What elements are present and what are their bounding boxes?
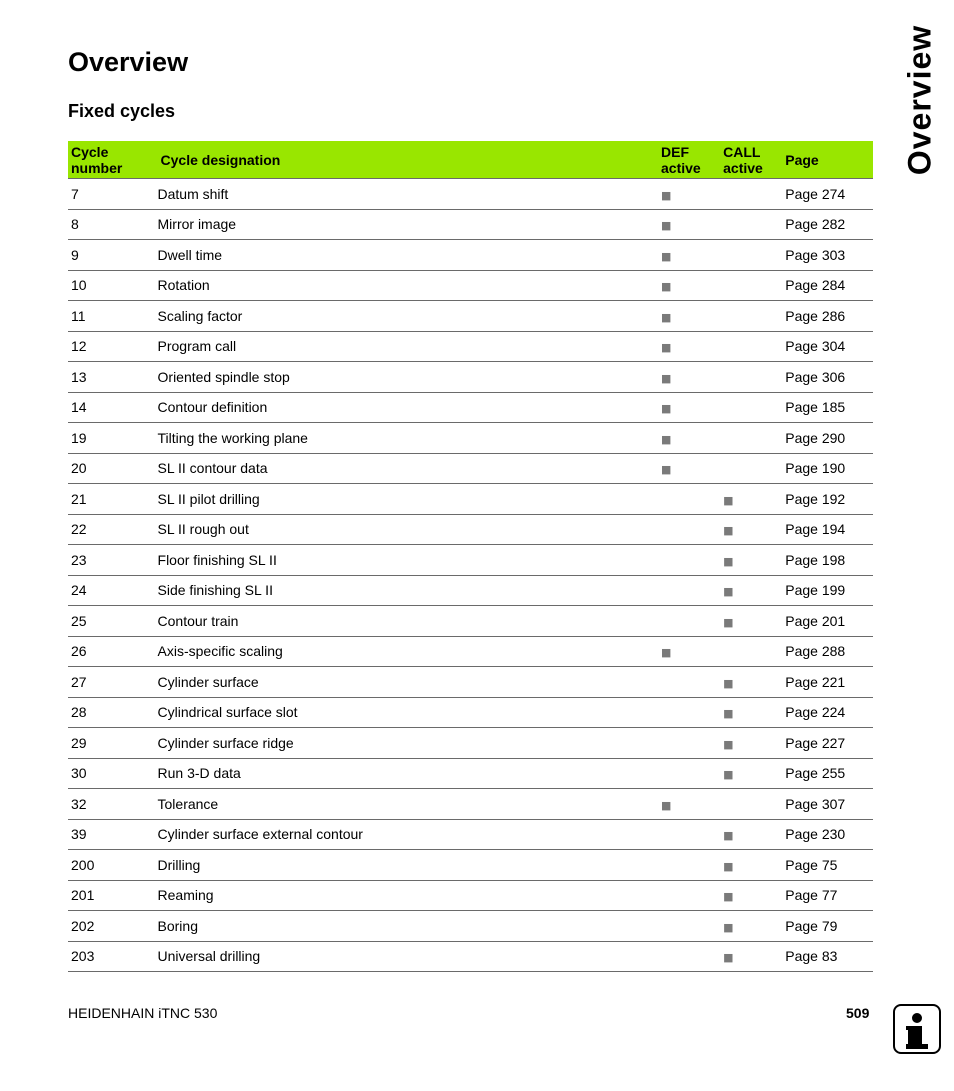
call-active-cell	[720, 545, 782, 576]
call-active-cell	[720, 209, 782, 240]
page-reference-cell: Page 199	[782, 575, 873, 606]
call-active-cell	[720, 911, 782, 942]
call-active-cell	[720, 728, 782, 759]
call-active-cell	[720, 423, 782, 454]
call-active-cell	[720, 789, 782, 820]
active-marker-icon: ■	[661, 646, 672, 660]
def-active-cell	[658, 209, 720, 240]
info-icon-serif	[906, 1026, 916, 1030]
def-active-cell	[658, 758, 720, 789]
page-reference-cell: Page 303	[782, 240, 873, 271]
cycle-number-cell: 22	[68, 514, 155, 545]
cycle-number-cell: 25	[68, 606, 155, 637]
page-reference-cell: Page 282	[782, 209, 873, 240]
footer-page-number: 509	[846, 1005, 870, 1021]
cycle-number-cell: 201	[68, 880, 155, 911]
cycle-number-cell: 200	[68, 850, 155, 881]
active-marker-icon: ■	[661, 432, 672, 446]
side-tab-label	[888, 20, 952, 180]
cycle-designation-cell: Boring	[155, 911, 659, 942]
page-reference-cell: Page 224	[782, 697, 873, 728]
table-row	[68, 575, 873, 606]
cycle-designation-cell: Universal drilling	[155, 941, 659, 972]
active-marker-icon: ■	[661, 280, 672, 294]
page-reference-cell: Page 192	[782, 484, 873, 515]
fixed-cycles-table	[68, 141, 873, 972]
page-reference-cell: Page 288	[782, 636, 873, 667]
def-active-cell	[658, 331, 720, 362]
page-reference-cell: Page 77	[782, 880, 873, 911]
def-active-cell	[658, 545, 720, 576]
cycle-number-cell: 29	[68, 728, 155, 759]
cycle-number-cell: 13	[68, 362, 155, 393]
table-row	[68, 697, 873, 728]
active-marker-icon: ■	[661, 249, 672, 263]
def-active-cell	[658, 575, 720, 606]
cycle-number-cell: 202	[68, 911, 155, 942]
def-active-cell	[658, 911, 720, 942]
def-active-cell	[658, 240, 720, 271]
cycle-designation-cell: SL II rough out	[155, 514, 659, 545]
table-row	[68, 606, 873, 637]
cycle-designation-cell: Tilting the working plane	[155, 423, 659, 454]
table-body	[68, 179, 873, 972]
page-reference-cell: Page 201	[782, 606, 873, 637]
table-row	[68, 362, 873, 393]
active-marker-icon: ■	[723, 676, 734, 690]
info-icon-base	[906, 1044, 928, 1049]
header-def-active: DEF active	[658, 141, 720, 179]
def-active-cell	[658, 179, 720, 210]
active-marker-icon: ■	[723, 524, 734, 538]
cycle-designation-cell: Side finishing SL II	[155, 575, 659, 606]
table-row	[68, 728, 873, 759]
active-marker-icon: ■	[661, 310, 672, 324]
header-cycle-number: Cycle number	[68, 141, 155, 179]
cycle-designation-cell: Oriented spindle stop	[155, 362, 659, 393]
header-call-active: CALL active	[720, 141, 782, 179]
page-reference-cell: Page 79	[782, 911, 873, 942]
def-active-cell	[658, 453, 720, 484]
cycle-designation-cell: Dwell time	[155, 240, 659, 271]
cycle-number-cell: 10	[68, 270, 155, 301]
table-row	[68, 850, 873, 881]
table-row	[68, 453, 873, 484]
page-reference-cell: Page 284	[782, 270, 873, 301]
table-row	[68, 758, 873, 789]
cycle-designation-cell: Scaling factor	[155, 301, 659, 332]
call-active-cell	[720, 667, 782, 698]
cycle-designation-cell: Drilling	[155, 850, 659, 881]
side-tab-text: Overview	[901, 24, 938, 176]
cycle-number-cell: 8	[68, 209, 155, 240]
page-reference-cell: Page 304	[782, 331, 873, 362]
cycle-number-cell: 23	[68, 545, 155, 576]
header-cycle-designation: Cycle designation	[155, 141, 659, 179]
active-marker-icon: ■	[723, 585, 734, 599]
active-marker-icon: ■	[723, 615, 734, 629]
cycle-designation-cell: Tolerance	[155, 789, 659, 820]
call-active-cell	[720, 850, 782, 881]
cycle-designation-cell: Contour train	[155, 606, 659, 637]
table-row	[68, 392, 873, 423]
call-active-cell	[720, 575, 782, 606]
call-active-cell	[720, 331, 782, 362]
def-active-cell	[658, 392, 720, 423]
active-marker-icon: ■	[661, 798, 672, 812]
table-row	[68, 667, 873, 698]
cycle-number-cell: 14	[68, 392, 155, 423]
cycle-designation-cell: Axis-specific scaling	[155, 636, 659, 667]
table-row	[68, 636, 873, 667]
active-marker-icon: ■	[723, 554, 734, 568]
page-reference-cell: Page 286	[782, 301, 873, 332]
cycle-number-cell: 39	[68, 819, 155, 850]
table-row	[68, 270, 873, 301]
active-marker-icon: ■	[723, 768, 734, 782]
def-active-cell	[658, 789, 720, 820]
cycle-number-cell: 24	[68, 575, 155, 606]
def-active-cell	[658, 514, 720, 545]
active-marker-icon: ■	[723, 707, 734, 721]
page-reference-cell: Page 227	[782, 728, 873, 759]
cycle-number-cell: 9	[68, 240, 155, 271]
page-reference-cell: Page 190	[782, 453, 873, 484]
footer-product: HEIDENHAIN iTNC 530	[68, 1005, 218, 1021]
table-row	[68, 789, 873, 820]
page-reference-cell: Page 230	[782, 819, 873, 850]
def-active-cell	[658, 301, 720, 332]
table-row	[68, 514, 873, 545]
page-reference-cell: Page 194	[782, 514, 873, 545]
def-active-cell	[658, 819, 720, 850]
def-active-cell	[658, 423, 720, 454]
header-page: Page	[782, 141, 873, 179]
cycle-number-cell: 12	[68, 331, 155, 362]
def-active-cell	[658, 270, 720, 301]
def-active-cell	[658, 667, 720, 698]
page-reference-cell: Page 274	[782, 179, 873, 210]
call-active-cell	[720, 270, 782, 301]
call-active-cell	[720, 880, 782, 911]
active-marker-icon: ■	[723, 951, 734, 965]
call-active-cell	[720, 179, 782, 210]
table-row	[68, 423, 873, 454]
cycle-designation-cell: Reaming	[155, 880, 659, 911]
cycle-designation-cell: Floor finishing SL II	[155, 545, 659, 576]
cycle-designation-cell: Cylinder surface ridge	[155, 728, 659, 759]
call-active-cell	[720, 636, 782, 667]
table-header-row	[68, 141, 873, 179]
call-active-cell	[720, 514, 782, 545]
cycle-number-cell: 203	[68, 941, 155, 972]
page-reference-cell: Page 185	[782, 392, 873, 423]
page-reference-cell: Page 307	[782, 789, 873, 820]
page-reference-cell: Page 75	[782, 850, 873, 881]
active-marker-icon: ■	[723, 737, 734, 751]
cycle-number-cell: 32	[68, 789, 155, 820]
call-active-cell	[720, 484, 782, 515]
cycle-number-cell: 28	[68, 697, 155, 728]
def-active-cell	[658, 362, 720, 393]
cycle-designation-cell: Run 3-D data	[155, 758, 659, 789]
cycle-designation-cell: SL II contour data	[155, 453, 659, 484]
cycle-designation-cell: Datum shift	[155, 179, 659, 210]
table-row	[68, 911, 873, 942]
table-row	[68, 819, 873, 850]
def-active-cell	[658, 606, 720, 637]
active-marker-icon: ■	[723, 493, 734, 507]
page-reference-cell: Page 198	[782, 545, 873, 576]
page-reference-cell: Page 255	[782, 758, 873, 789]
table-row	[68, 209, 873, 240]
cycle-number-cell: 21	[68, 484, 155, 515]
active-marker-icon: ■	[723, 920, 734, 934]
active-marker-icon: ■	[661, 463, 672, 477]
active-marker-icon: ■	[661, 341, 672, 355]
table-row	[68, 880, 873, 911]
cycle-designation-cell: Cylinder surface external contour	[155, 819, 659, 850]
table-row	[68, 941, 873, 972]
cycle-designation-cell: Cylindrical surface slot	[155, 697, 659, 728]
active-marker-icon: ■	[661, 188, 672, 202]
page-reference-cell: Page 221	[782, 667, 873, 698]
def-active-cell	[658, 484, 720, 515]
active-marker-icon: ■	[723, 829, 734, 843]
table-row	[68, 331, 873, 362]
def-active-cell	[658, 880, 720, 911]
call-active-cell	[720, 697, 782, 728]
cycle-number-cell: 11	[68, 301, 155, 332]
page-reference-cell: Page 83	[782, 941, 873, 972]
def-active-cell	[658, 941, 720, 972]
call-active-cell	[720, 362, 782, 393]
cycle-designation-cell: Cylinder surface	[155, 667, 659, 698]
call-active-cell	[720, 453, 782, 484]
cycle-designation-cell: SL II pilot drilling	[155, 484, 659, 515]
def-active-cell	[658, 636, 720, 667]
cycle-designation-cell: Contour definition	[155, 392, 659, 423]
cycle-number-cell: 20	[68, 453, 155, 484]
table-row	[68, 240, 873, 271]
active-marker-icon: ■	[661, 402, 672, 416]
call-active-cell	[720, 758, 782, 789]
page-reference-cell: Page 290	[782, 423, 873, 454]
cycle-designation-cell: Mirror image	[155, 209, 659, 240]
active-marker-icon: ■	[661, 219, 672, 233]
cycle-number-cell: 7	[68, 179, 155, 210]
call-active-cell	[720, 392, 782, 423]
cycle-number-cell: 26	[68, 636, 155, 667]
table-row	[68, 545, 873, 576]
table-row	[68, 484, 873, 515]
call-active-cell	[720, 819, 782, 850]
table-row	[68, 179, 873, 210]
cycle-number-cell: 30	[68, 758, 155, 789]
active-marker-icon: ■	[661, 371, 672, 385]
call-active-cell	[720, 301, 782, 332]
cycle-number-cell: 27	[68, 667, 155, 698]
active-marker-icon: ■	[723, 890, 734, 904]
page-title: Overview	[68, 47, 189, 77]
cycle-designation-cell: Rotation	[155, 270, 659, 301]
call-active-cell	[720, 240, 782, 271]
def-active-cell	[658, 850, 720, 881]
call-active-cell	[720, 941, 782, 972]
call-active-cell	[720, 606, 782, 637]
table-row	[68, 301, 873, 332]
active-marker-icon: ■	[723, 859, 734, 873]
def-active-cell	[658, 728, 720, 759]
cycle-designation-cell: Program call	[155, 331, 659, 362]
def-active-cell	[658, 697, 720, 728]
cycle-number-cell: 19	[68, 423, 155, 454]
section-title: Fixed cycles	[68, 101, 176, 121]
page-reference-cell: Page 306	[782, 362, 873, 393]
info-icon	[893, 1004, 941, 1054]
